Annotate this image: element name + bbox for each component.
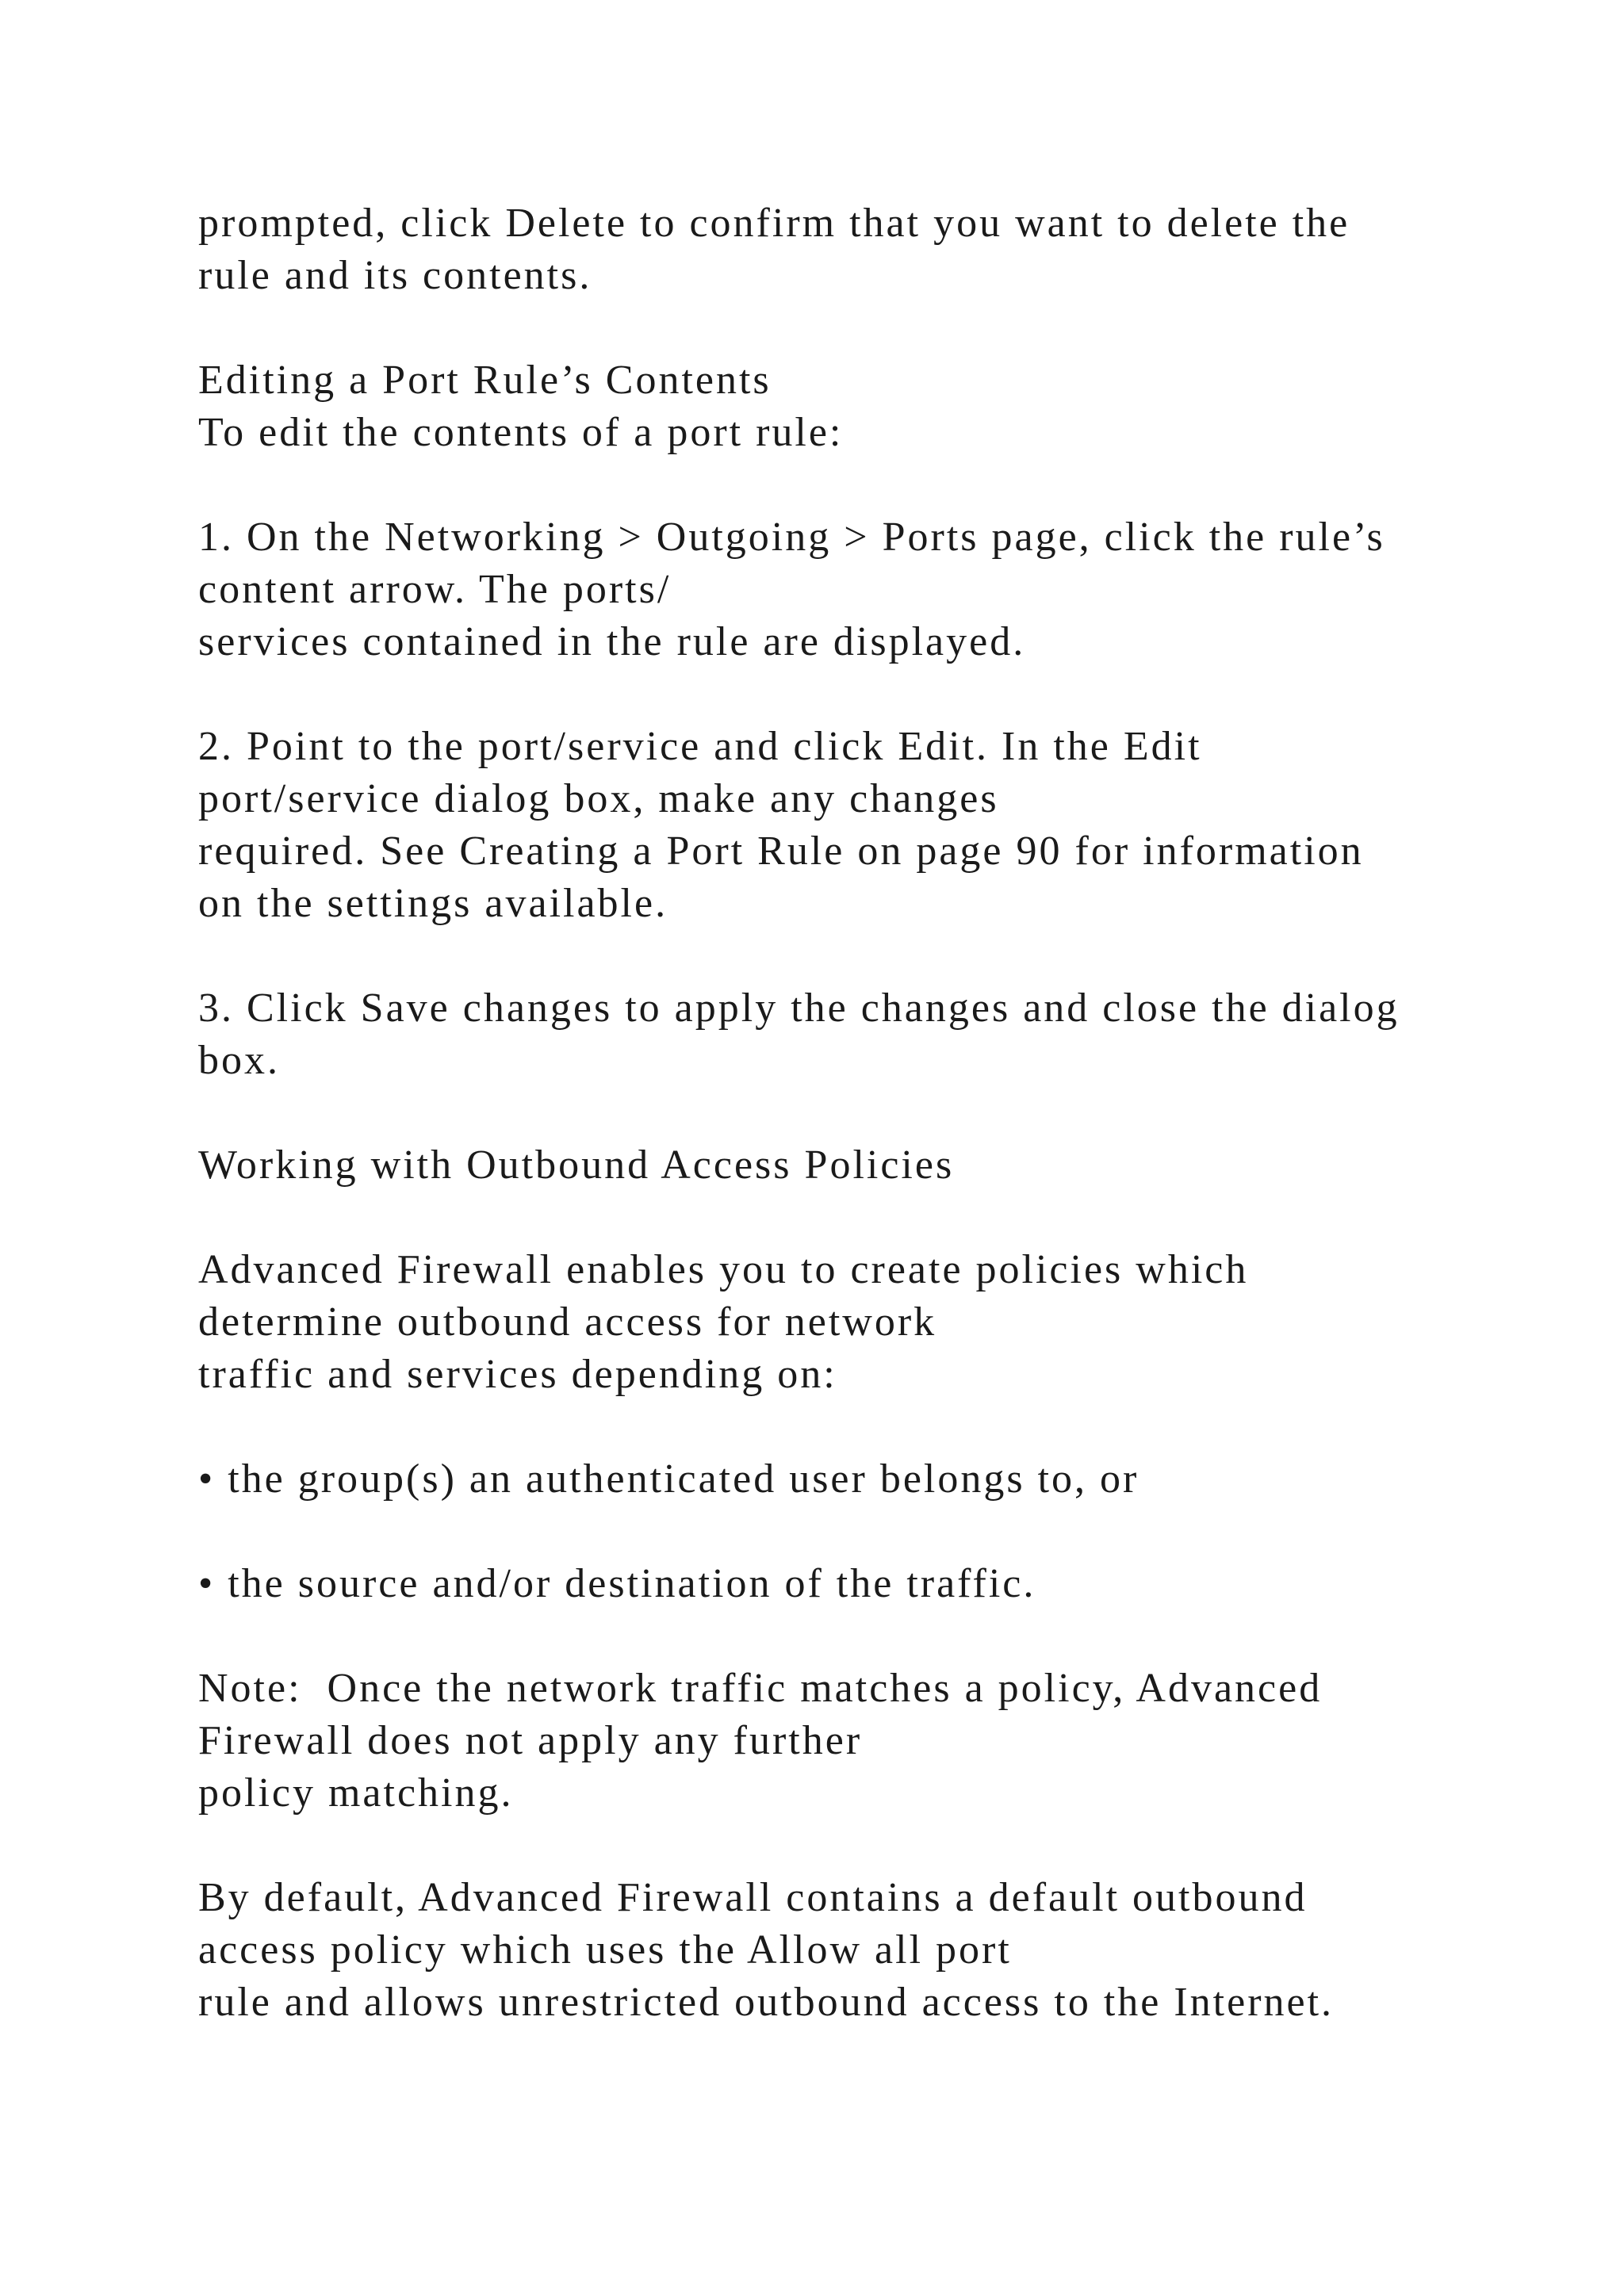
note-line: policy matching. — [198, 1770, 514, 1816]
text-line: rule and its contents. — [198, 253, 592, 298]
section-heading: Editing a Port Rule’s Contents — [198, 358, 772, 403]
text-line: By default, Advanced Firewall contains a default outbound — [198, 1875, 1308, 1920]
text-line: To edit the contents of a port rule: — [198, 410, 844, 455]
step-line: content arrow. The ports/ — [198, 567, 672, 612]
step-line: port/service dialog box, make any changes — [198, 776, 999, 821]
step-line: required. See Creating a Port Rule on page 90 for information — [198, 828, 1364, 874]
step-line: 2. Point to the port/service and click Edit. In the Edit — [198, 724, 1202, 769]
text-line: determine outbound access for network — [198, 1299, 937, 1345]
step-line: services contained in the rule are displayed. — [198, 619, 1026, 664]
step-line: 1. On the Networking > Outgoing > Ports page, click the rule’s — [198, 515, 1385, 560]
text-line: traffic and services depending on: — [198, 1352, 837, 1397]
bullet-item: • the group(s) an authenticated user belongs to, or — [198, 1456, 1139, 1502]
text-line: Advanced Firewall enables you to create policies which — [198, 1247, 1249, 1292]
step-line: on the settings available. — [198, 881, 668, 926]
text-line: rule and allows unrestricted outbound access to the Internet. — [198, 1980, 1335, 2025]
note-line: Firewall does not apply any further — [198, 1718, 863, 1763]
section-heading: Working with Outbound Access Policies — [198, 1142, 955, 1188]
note-line: Note: Once the network traffic matches a policy, Advanced — [198, 1666, 1323, 1711]
step-line: 3. Click Save changes to apply the changes and close the dialog — [198, 985, 1400, 1031]
bullet-item: • the source and/or destination of the traffic. — [198, 1561, 1036, 1606]
text-line: access policy which uses the Allow all port — [198, 1927, 1012, 1973]
text-line: prompted, click Delete to confirm that you want to delete the — [198, 201, 1350, 246]
step-line: box. — [198, 1038, 280, 1083]
